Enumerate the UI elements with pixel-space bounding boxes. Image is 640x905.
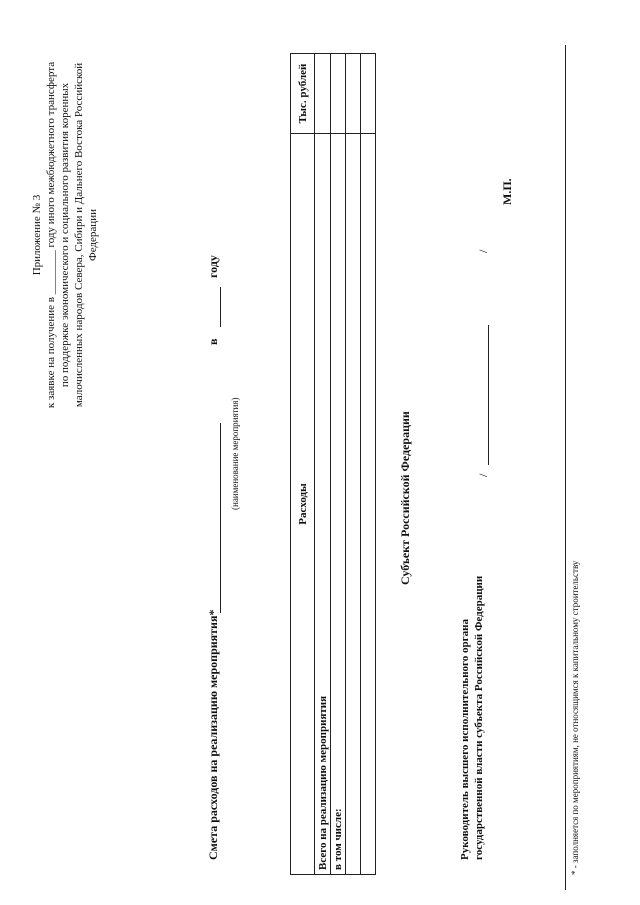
footnote-divider — [565, 45, 566, 890]
year-blank-line — [220, 287, 221, 327]
in-label: в — [206, 338, 220, 345]
signature-blank-line — [488, 325, 489, 465]
table-row — [345, 54, 360, 875]
table-header-row — [291, 54, 315, 875]
header-unit: Тыс. рублей — [291, 54, 315, 134]
estimate-title: Смета расходов на реализацию мероприятия* — [206, 609, 220, 860]
appendix-line: по поддержке экономического и социального развития коренных — [59, 82, 71, 388]
signature-slash-close: / — [476, 249, 490, 253]
head-title-line2: государственной власти субъекта Российской Федерации — [473, 575, 485, 860]
row-value — [345, 54, 360, 134]
row-label — [360, 134, 375, 875]
signature-slash-open: / — [476, 473, 490, 477]
row-label: Всего на реализацию мероприятия — [315, 134, 330, 875]
event-name-blank-line — [220, 423, 221, 613]
row-value — [315, 54, 330, 134]
stamp-label: М.П. — [500, 178, 514, 205]
table-row — [360, 54, 375, 875]
year-label: году — [206, 255, 220, 278]
row-value — [360, 54, 375, 134]
appendix-line: Федерации — [87, 209, 99, 261]
subject-label: Субъект Российской Федерации — [398, 411, 412, 585]
appendix-line: малочисленных народов Севера, Сибири и Дальнего Востока Российской — [73, 62, 85, 408]
footnote-text: * - заполняется по мероприятиям, не относящимся к капитальному строительству — [570, 560, 580, 875]
expense-table — [290, 53, 376, 875]
appendix-line: Приложение № 3 — [31, 194, 43, 276]
appendix-line: к заявке на получение в ________ году иного межбюджетного трансферта — [45, 61, 57, 409]
row-value — [330, 54, 345, 134]
table-row — [315, 54, 330, 875]
row-label — [345, 134, 360, 875]
head-title-line1: Руководитель высшего исполнительного органа — [459, 619, 471, 860]
event-name-caption: (наименование мероприятия) — [230, 397, 240, 510]
appendix-header — [30, 35, 100, 435]
header-expenses: Расходы — [291, 134, 315, 875]
table-row — [330, 54, 345, 875]
row-label: в том числе: — [330, 134, 345, 875]
